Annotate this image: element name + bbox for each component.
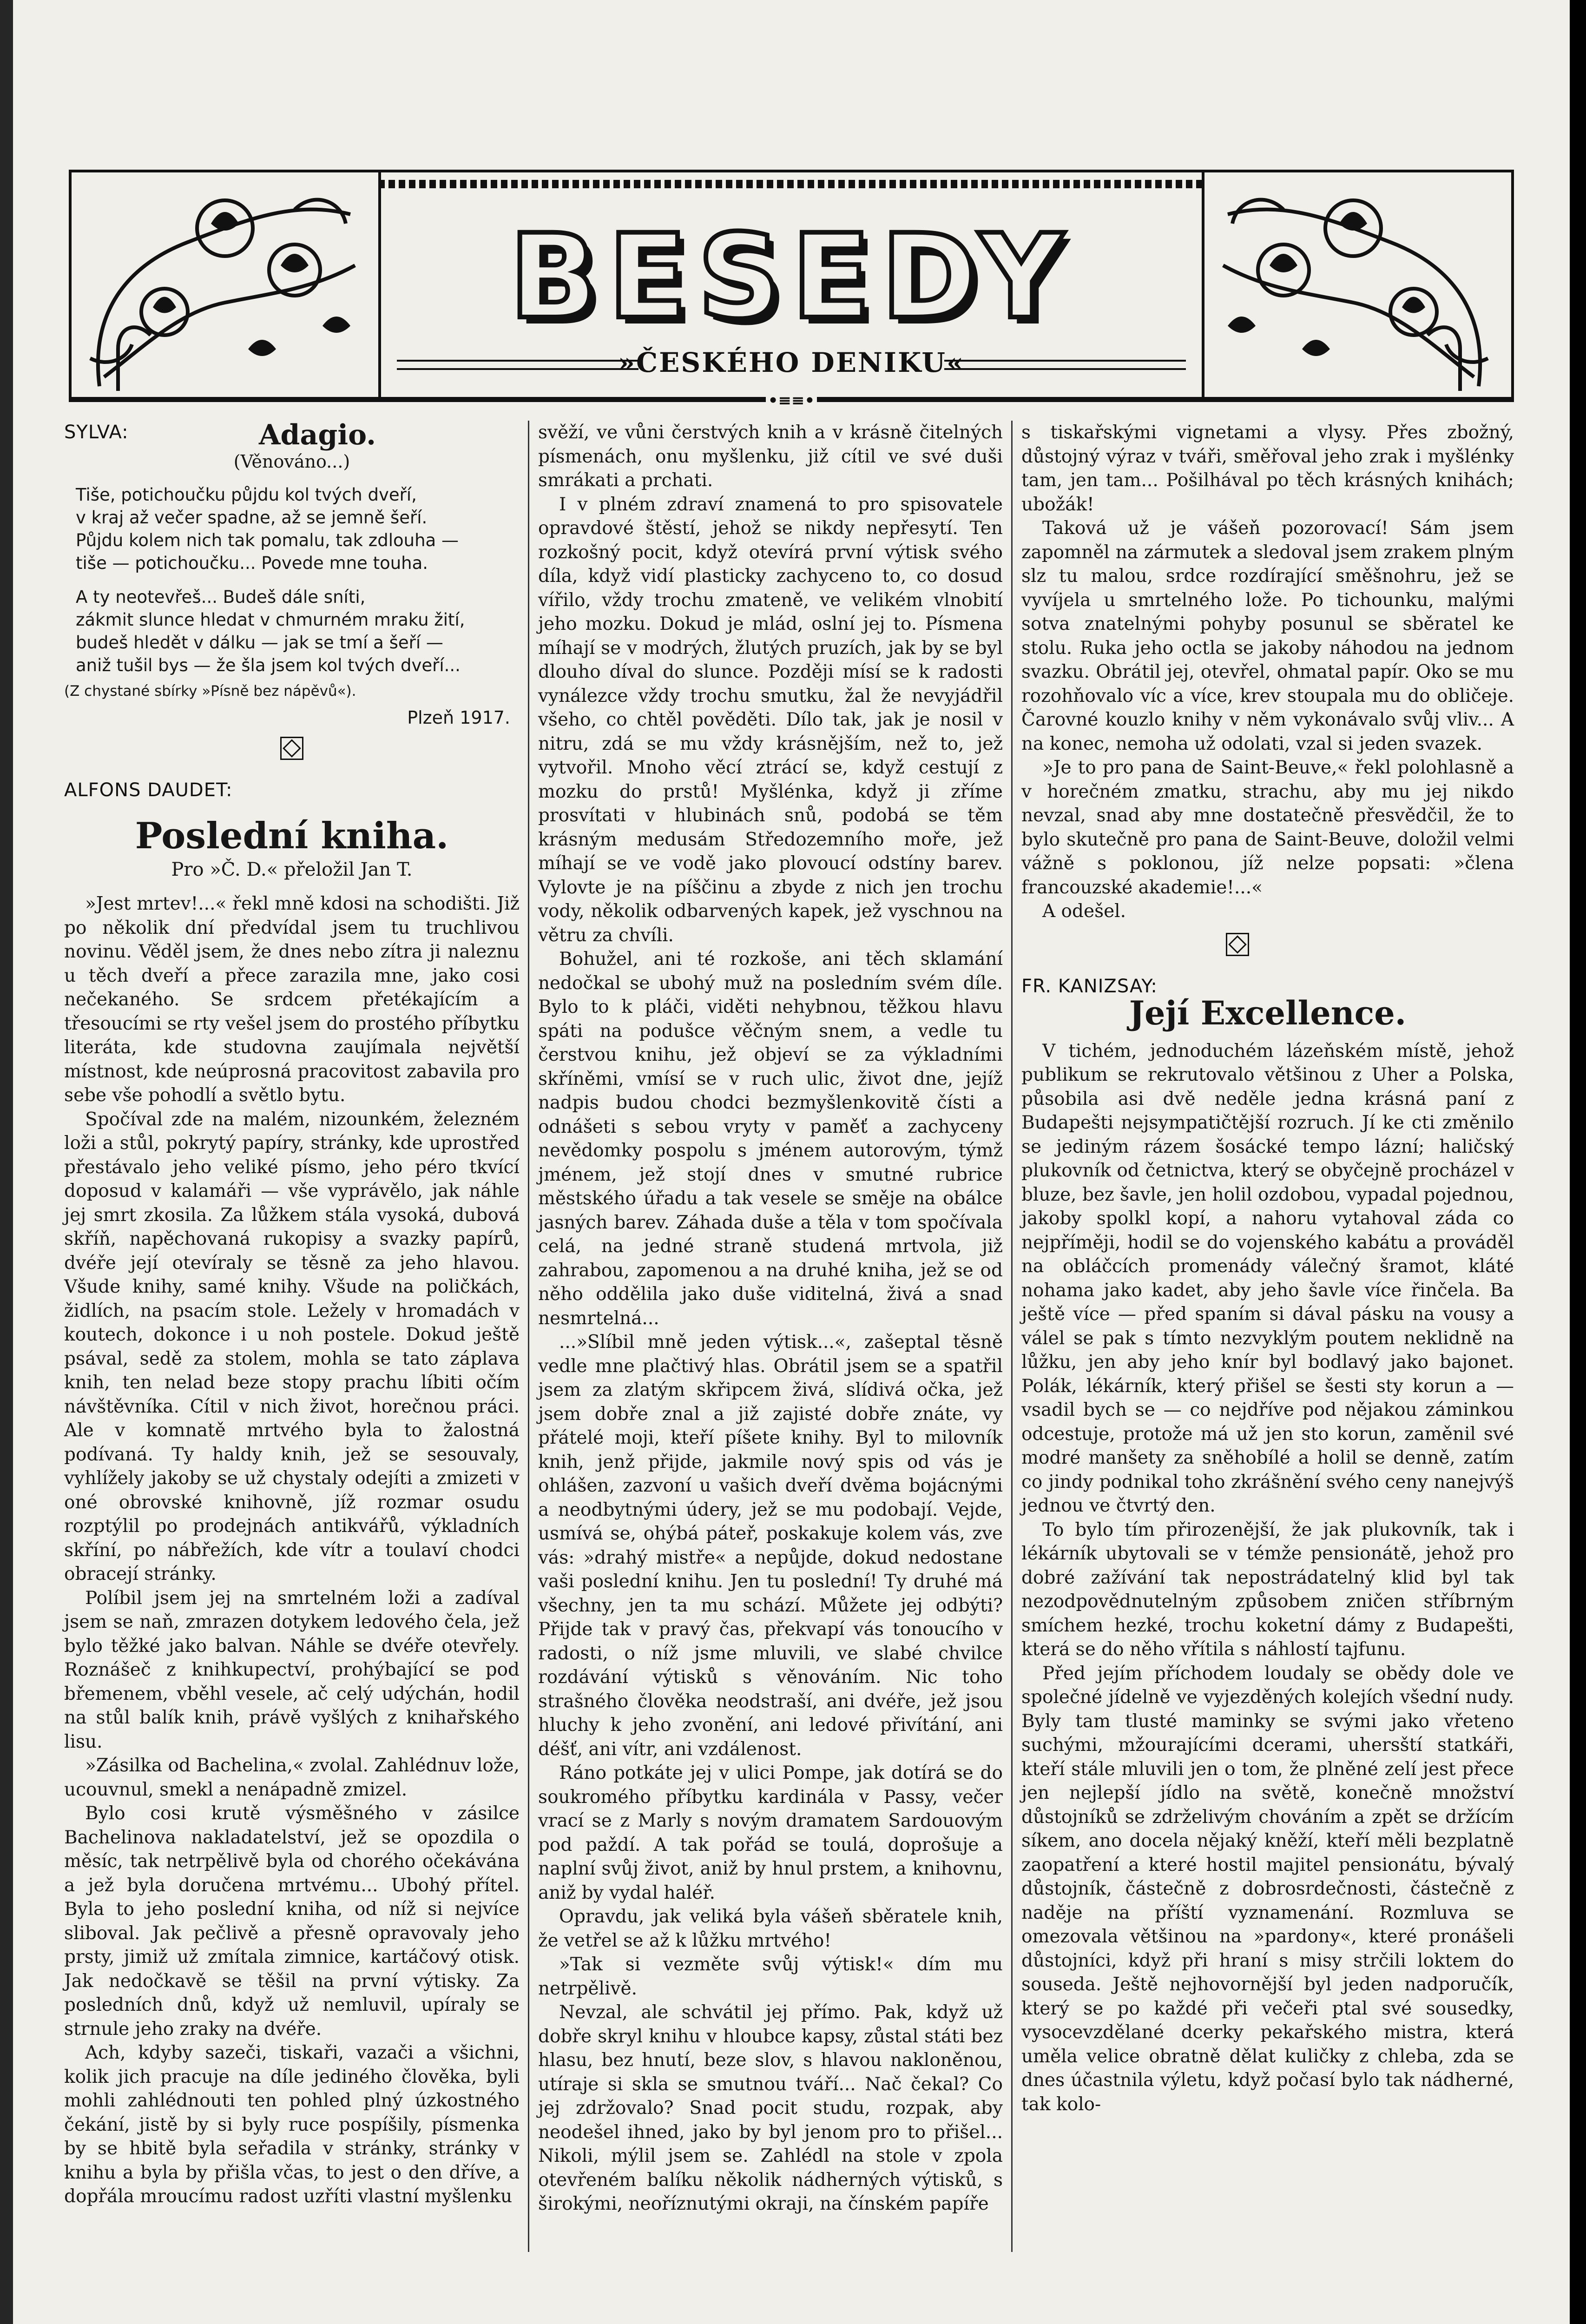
column-1	[64, 418, 520, 2209]
floral-ornament-right	[1202, 172, 1511, 397]
paragraph: I v plném zdraví znamená to pro spisovatele opravdové štěstí, jehož se nikdy nepřesytí. Ten rozkošný pocit, když otevírá první výtisk svého díla, když vidí plasticky zachyceno to, co dosud vířilo, vždy trochu zmateně, ve velikém vlnobití jeho mozku. Dokud je mlád, oslní jej to. Písmena míhají se v modrých, žlutých pruzích, jak by se byl dlouho díval do slunce. Později mísí se k radosti vynálezce vždy trochu smutku, žal že nevyjádřil všeho, co chtěl pověděti. Dílo tak, jak je nosil v nitru, zdá se mu vždy krásnějším, než to, jež vytvořil. Mnoho věcí ztrácí se, když cestují z mozku do prstů! Myšlénka, když ji zříme prosvítati v hlubinách snů, podobá se těm krásným medusám Středozemního moře, jež míhají se ve vodě jako plovoucí odstíny barev. Vylovte je na píščinu a zbyde z nich jen trochu vody, několik odbarvených kapek, jež vyschnou na větru za chvíli.	[538, 494, 1003, 946]
paragraph: To bylo tím přirozenější, že jak plukovník, tak i lékárník ubytovali se v témže pensionátě, jehož pro dobré zažívání tak nepostrádatelný klid byl tak nezodpovědnutelným způsobem zničen stříbrným smíchem hezké, trochu koketní dámy z Budapešti, která se do něho vřítila s náhlostí tajfunu.	[1021, 1519, 1514, 1660]
poem-title: Adagio.	[259, 418, 376, 451]
paragraph: Spočíval zde na malém, nizounkém, železném loži a stůl, pokrytý papíry, stránky, kde uprostřed přestávalo jeho veliké písmo, jeho péro tkvící doposud v kalamáři — vše vyprávělo, jak náhle jej smrt zkosila. Za lůžkem stála vysoká, dubová skříň, napěchovaná rukopisy a svazky papírů, dvéře její otevíraly se těsně za jeho hlavou. Všude knihy, samé knihy. Všude na poličkách, židlích, na psacím stole. Ležely v hromadách v koutech, dokonce i u noh postele. Dokud ještě psával, sedě za stolem, mohla se tato záplava knih, ten nelad beze stopy prachu líbiti očím návštěvníka. Cítil v nich život, horečnou práci. Ale v komnatě mrtvého byla to žalostná podívaná. Ty haldy knih, jež se sesouvaly, vyhlížely jakoby se už chystaly odejíti a zmizeti v oné obrovské knihovně, jíž rozmar osudu rozptýlil po prodejnách antikvářů, výkladních skříní, po nábřežích, kde vítr a toulaví chodci obracejí stránky.	[64, 1109, 520, 1585]
scan-right-edge	[1570, 0, 1586, 2324]
column-2	[538, 421, 1003, 2216]
masthead-subtitle-row	[397, 347, 1186, 379]
poem-line: A ty neotevřeš... Budeš dále sníti,	[76, 587, 366, 607]
masthead-dotted-border	[378, 180, 1204, 188]
poem-author: SYLVA:	[64, 422, 129, 443]
poem-body	[64, 483, 520, 677]
masthead-bottom-rule	[69, 391, 1514, 410]
paragraph: »Je to pro pana de Saint-Beuve,« řekl polohlasně a v horečném zmatku, strachu, aby mu jej nikdo nevzal, snad aby mne dostatečně přesvědčil, že to bylo skutečně pro pana de Saint-Beuve, doložil velmi vážně s poklonou, jíž nelze popsati: »člena francouzské akademie!...«	[1021, 757, 1514, 898]
paragraph: A odešel.	[1042, 901, 1126, 922]
paragraph: Políbil jsem jej na smrtelném loži a zadíval jsem se naň, zmrazen dotykem ledového čela, jež bylo těžké jako balvan. Náhle se dvéře otevřely. Roznášeč z knihkupectví, prohýbající se pod břemenem, vběhl vesele, ač celý udýchán, hodil na stůl balík knih, právě vyšlých z knihařského lisu.	[64, 1587, 520, 1752]
story-title: Její Excellence.	[1129, 994, 1407, 1032]
paragraph: Bylo cosi krutě výsměšného v zásilce Bachelinova nakladatelství, jež se opozdila o měsíc, tak netrpělivě byla od chorého očekávána a jež byla doručena mrtvému... Ubohý přítel. Byla to jeho poslední kniha, od níž si nejvíce sliboval. Jak pečlivě a přesně opravovaly jeho prsty, jimiž už zmítala zimnice, kartáčový otisk. Jak nedočkavě se těšil na první výtisky. Za posledních dnů, když už nemluvil, upíraly se strnule jeho zraky na dvéře.	[64, 1803, 520, 2040]
paragraph: »Tak si vezměte svůj výtisk!« dím mu netrpělivě.	[538, 1954, 1003, 1999]
poem-line: v kraj až večer spadne, až se jemně šeří.	[76, 507, 428, 528]
paragraph: Před jejím příchodem loudaly se obědy dole ve společné jídelně ve vyjezděných kolejích všední nudy. Byly tam tlusté maminky se svými jako vřeteno suchými, mžourajícími dcerami, uhersští statkáři, kteří stále mluvili jen o tom, že plněné zelí jest přece jen nejlepší jídlo na světě, konečně množství důstojníků se zdrželivým chováním a zpět se držícím síkem, ano docela nějaký kněží, kteří měli bezplatně zaopatření a které hostil majitel pensionátu, bývalý důstojník, částečně z dobrosrdečnosti, částečně z naděje na příští vyznamenání. Rozmluva se omezovala většinou na »pardony«, které pronášeli důstojníci, když při hraní s misy strčili loktem do souseda. Ještě nejhovornější byl jeden nadporučík, který se po každé při večeři ptal své sousedky, vysocevzdělané dcerky pekařského mistra, která uměla velice obratně dělat kuličky z chleba, zda se dnes účastnila výletu, když počasí bylo tak nádherné, tak kolo-	[1021, 1663, 1514, 2115]
poem-line: budeš hledět v dálku — jak se tmí a šeří —	[76, 632, 443, 653]
column-divider-1	[528, 421, 529, 2252]
section-divider-icon	[280, 737, 303, 760]
paragraph: Ráno potkáte jej v ulici Pompe, jak dotírá se do soukromého příbytku kardinála v Passy, večer vrací se z Marly s novým dramatem Sardouovým pod paždí. A tak pořád se toulá, doprošuje a naplní svůj život, aniž by hnul prstem, a knihovnu, aniž by vydal haléř.	[538, 1763, 1003, 1903]
paragraph: ...»Slíbil mně jeden výtisk...«, zašeptal těsně vedle mne plačtivý hlas. Obrátil jsem se a spatřil jsem za zlatým skřipcem živá, slídivá očka, jež jsem dobře znal a již zajisté dobře znáte, vy přátelé moji, kteří píšete knihy. Byl to milovník knih, jenž přijde, jakmile nový spis od vás je ohlášen, zazvoní u vašich dveří dvěma bojácnými a neodbytnými údery, jež se mu podobají. Vejde, usmívá se, ohýbá páteř, poskakuje kolem vás, zve vás: »drahý mistře« a nepůjde, dokud nedostane vaši poslední knihu. Jen tu poslední! Ty druhé má všechny, jen ta mu schází. Můžete jej odbýti? Přijde tak v pravý čas, překvapí vás tonoucího v radosti, o níž jsme mluvili, ve slabé chvilce rozdávání výtisků s věnováním. Nic toho strašného člověka neodstraší, ani dvéře, jež jsou hluchy k jeho zvonění, ani ledové přivítání, ani déšť, ani vítr, ani vzdálenost.	[538, 1332, 1003, 1760]
paragraph: V tichém, jednoduchém lázeňském místě, jehož publikum se rekrutovalo většinou z Uher a Polska, působila asi dvě neděle jedna krásná paní z Budapešti nejsympatičtější rozruch. Jí ke cti změnilo se jediným rázem šosácké tempo lázní; haličský plukovník od četnictva, který se obyčejně procházel v bluze, bez šavle, jen holil ozdobou, vypadal pojednou, jakoby spolkl kopí, a nahoru vytahoval záda co nejpříměji, hodil se do vojenského kabátu a prováděl na obláčcích promenády válečný šramot, kláté nohama jako kadet, aby jeho šavle více řinčela. Ba ještě více — před spaním si dával pásku na vousy a válel se pak s tímto nezvyklým poutem neklidně na lůžku, jen aby jeho knír byl bodlavý jako bajonet. Polák, lékárník, který přišel se šesti sty korun a — vsadil bych se — co nejdříve pod nějakou záminkou odcestuje, protože má už jen sto korun, zaměnil své modré manšety za sněhobílé a holil se denně, zatím co jindy podnikal toho zkrášnění svého ceny nanejvýš jednou ve čtvrtý den.	[1021, 1040, 1514, 1516]
column-divider-2	[1011, 421, 1013, 2252]
subtitle-rule-right	[944, 360, 1186, 370]
paragraph: Bohužel, ani té rozkoše, ani těch sklamání nedočkal se ubohý muž na posledním svém díle. Bylo to k pláči, viděti nehybnou, těžkou hlavu spáti na podušce věčným snem, a vedle tu čerstvou knihu, jež objeví se za výkladními skříněmi, vmísí se v ruch ulic, život dne, jejíž nadpis budou chodci bezmyšlenkovitě čísti a odnášeti s sebou vryty v paměť a zachyceny nevědomky pospolu s jménem autorovým, týmž jménem, jež stojí dnes v smutné rubrice městského úřadu a tak vesele se směje na obálce jasných barev. Záhada duše a těla v tom spočívala celá, na jedné straně studená mrtvola, již zahrabou, zapomenou a na druhé kniha, jež se od něho oddělila jako duše viditelná, živá a snad nesmrtelná...	[538, 949, 1003, 1329]
story-translator: Pro »Č. D.« přeložil Jan T.	[171, 858, 413, 880]
newspaper-page	[13, 0, 1570, 2324]
story-author: FR. KANIZSAY:	[1021, 975, 1158, 997]
floral-ornament-left	[72, 172, 381, 397]
paragraph: »Zásilka od Bachelina,« zvolal. Zahlédnuv lože, ucouvnul, smekl a nenápadně zmizel.	[64, 1755, 520, 1800]
story-title: Poslední kniha.	[135, 815, 449, 857]
masthead-subtitle: »ČESKÉHO DENIKU«	[618, 347, 965, 378]
masthead	[69, 170, 1514, 400]
paragraph: svěží, ve vůni čerstvých knih a v krásně čitelných písmenách, onu myšlenku, již cítil ve své duši smrákati a prchati.	[538, 422, 1003, 491]
column-3	[1021, 421, 1514, 2116]
poem-line: tiše — potichoučku... Povede mne touha.	[76, 553, 428, 573]
poem-line: zákmit slunce hledat v chmurném mraku žití,	[76, 609, 465, 630]
poem-source: (Z chystané sbírky »Písně bez nápěvů«).	[64, 682, 356, 700]
rule-ornament: •≡≡•	[766, 392, 817, 409]
masthead-title: BESEDY	[509, 209, 1074, 344]
poem-line: Půjdu kolem nich tak pomalu, tak zdlouha —	[76, 530, 459, 550]
poem-dedication: (Věnováno...)	[233, 451, 350, 472]
masthead-title-area	[378, 191, 1204, 396]
poem-line: aniž tušil bys — že šla jsem kol tvých dveří...	[76, 655, 461, 675]
paragraph: Taková už je vášeň pozorovací! Sám jsem zapomněl na zármutek a sledoval jsem zrakem plným slz tu malou, srdce rozdírající směšnohru, jež se vyvíjela u smrtelného lože. Po tichounku, malými sotva znatelnými pohyby posunul se sběratel ke stolu. Ruka jeho octla se jakoby náhodou na jednom svazku. Obrátil jej, otevřel, ohmatal papír. Oko se mu rozohňovalo víc a více, krev stoupala mu do obličeje. Čarovné kouzlo knihy v něm vykonávalo svůj vliv... A na konec, nemoha už odolati, vzal si jeden svazek.	[1021, 518, 1514, 754]
section-divider-icon	[1226, 933, 1249, 956]
paragraph: Opravdu, jak veliká byla vášeň sběratele knih, že vetřel se až k lůžku mrtvého!	[538, 1906, 1003, 1951]
poem-line: Tiše, potichoučku půjdu kol tvých dveří,	[76, 484, 417, 505]
paragraph: Nevzal, ale schvátil jej přímo. Pak, když už dobře skryl knihu v hloubce kapsy, zůstal státi bez hlasu, bez hnutí, beze slov, s hlavou nakloněnou, utíraje si skla se smutnou tváří... Nač čekal? Co jej zdržovalo? Snad pocit studu, rozpak, aby neodešel ihned, jako by byl jenom pro to přišel... Nikoli, mýlil jsem se. Zahlédl na stole v zpola otevřeném balíku několik nádherných výtisků, s širokými, neoříznutými okraji, na čínském papíře	[538, 2002, 1003, 2214]
paragraph: »Jest mrtev!...« řekl mně kdosi na schodišti. Již po několik dní předvídal jsem tu truchlivou novinu. Věděl jsem, že dnes nebo zítra ji naleznu u těch dveří a přece zarazila mne, jako cosi nečekaného. Se srdcem přetékajícím a třesoucími se rty vešel jsem do prostého příbytku literáta, kde studovna zaujímala největší místnost, kde neúprosná pracovitost zabavila pro sebe vše pohodlí a světlo bytu.	[64, 893, 520, 1106]
paragraph: Ach, kdyby sazeči, tiskaři, vazači a všichni, kolik jich pracuje na díle jediného člověka, byli mohli zahlédnouti ten pohled plný úzkostného čekání, jistě by si byly ruce pospíšily, písmenka by se hbitě byla seřadila v stránky, stránky v knihu a byla by přišla včas, to jest o den dříve, a dopřála mroucímu radost uzříti vlastní myšlenku	[64, 2042, 520, 2207]
paragraph: s tiskařskými vignetami a vlysy. Přes zbožný, důstojný výraz v tváři, směřoval jeho zrak i myšlénky tam, jen tam... Pošilhával po těch krásných knihách; ubožák!	[1021, 422, 1514, 515]
story-author: ALFONS DAUDET:	[64, 779, 233, 801]
poem-place-date: Plzeň 1917.	[407, 707, 510, 728]
scan-left-edge	[0, 0, 13, 2324]
